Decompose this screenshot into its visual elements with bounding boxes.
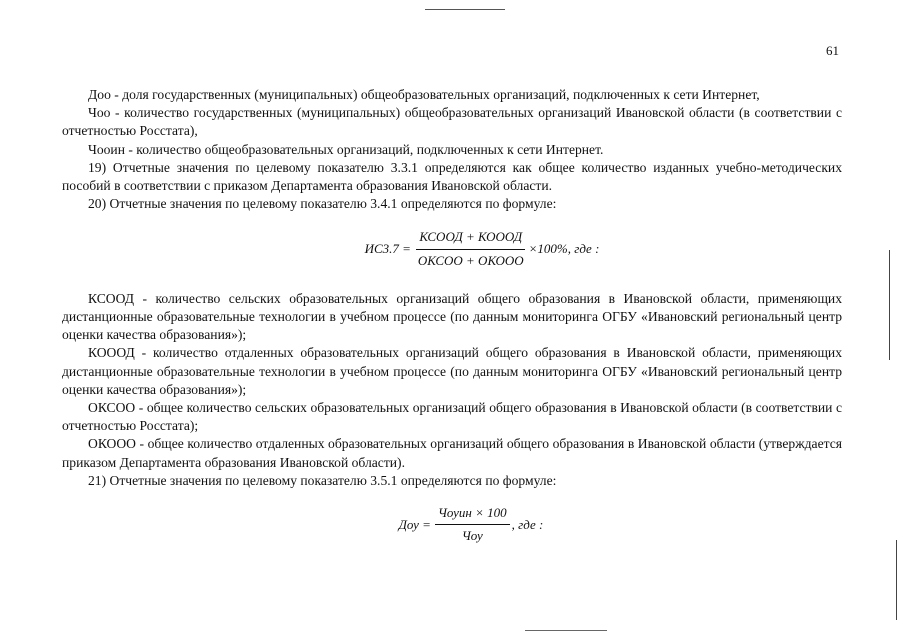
formula-is37-lhs: ИС3.7 = — [364, 241, 411, 257]
document-body — [62, 86, 842, 545]
paragraph-item-19: 19) Отчетные значения по целевому показателю 3.3.1 определяются как общее количество изданных учебно-методических пособий в соответствии с приказом Департамента образования Ивановской области. — [62, 159, 842, 194]
formula-dou — [62, 504, 842, 545]
paragraph-doo: Доо - доля государственных (муниципальных) общеобразовательных организаций, подключенных к сети Интернет, — [88, 87, 760, 102]
page-number: 61 — [826, 43, 839, 58]
scan-edge-mark — [889, 250, 890, 360]
paragraph-oksoo: ОКСОО - общее количество сельских образовательных организаций общего образования в Ивановской области (в соответствии с отчетностью Росстата); — [62, 400, 842, 434]
paragraph-koood: КОООД - количество отдаленных образовательных организаций общего образования в Ивановской области, применяющих дистанционные образовательные технологии в учебном процессе (по данным мониторинга ОГБУ «Ивановский региональный центр оценки качества образования»); — [62, 345, 842, 397]
paragraph-okooo: ОКООО - общее количество отдаленных образовательных организаций общего образования в Ивановской области (утверждается приказом Департамента образования Ивановской области). — [62, 436, 842, 470]
top-scan-rule — [425, 9, 505, 10]
formula-dou-numerator: Чоуин × 100 — [435, 504, 510, 525]
paragraph-chooin: Чооин - количество общеобразовательных организаций, подключенных к сети Интернет. — [88, 141, 604, 157]
formula-is37-numerator: КСООД + КОООД — [416, 228, 525, 249]
formula-is37-denominator: ОКСОО + ОКООО — [417, 252, 524, 268]
bottom-scan-rule — [525, 630, 607, 631]
paragraph-choo: Чоо - количество государственных (муниципальных) общеобразовательных организаций Ивановской области (в соответствии с отчетностью Росстата), — [62, 105, 842, 139]
formula-dou-lhs: Доу = — [398, 516, 431, 532]
formula-dou-fraction — [435, 504, 510, 545]
paragraph-item-20: 20) Отчетные значения по целевому показателю 3.4.1 определяются по формуле: — [88, 196, 557, 212]
scan-edge-mark — [896, 540, 897, 620]
formula-is37-fraction — [415, 228, 527, 269]
paragraph-ksood: КСООД - количество сельских образовательных организаций общего образования в Ивановской области, применяющих дистанционные образовательные технологии в учебном процессе (по данным мониторинга ОГБУ «Ивановский региональный центр оценки качества образования»); — [62, 290, 842, 343]
paragraph-item-21: 21) Отчетные значения по целевому показателю 3.5.1 определяются по формуле: — [88, 472, 557, 488]
formula-dou-rhs: , где : — [511, 516, 544, 532]
formula-is37-rhs: ×100%, где : — [528, 241, 600, 257]
formula-dou-denominator: Чоу — [461, 528, 483, 544]
formula-is37 — [62, 228, 842, 269]
